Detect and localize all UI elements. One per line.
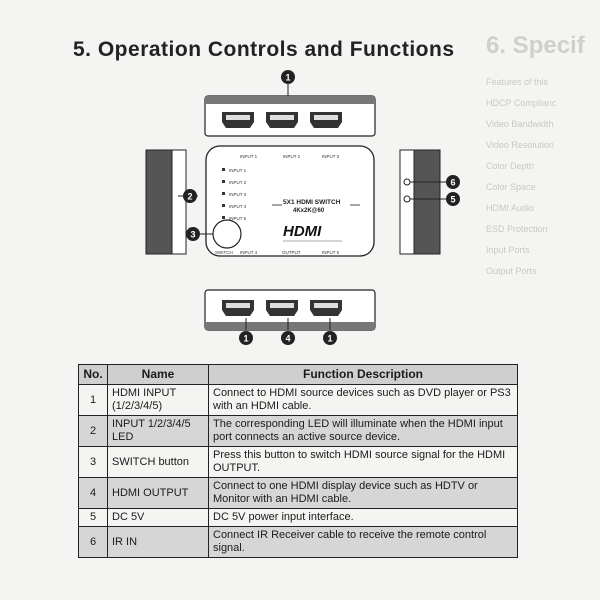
svg-text:5: 5 — [450, 194, 456, 205]
table-row — [79, 478, 518, 509]
svg-text:2: 2 — [187, 191, 193, 202]
callout-3-switch — [186, 227, 200, 241]
row-number: 4 — [79, 478, 108, 509]
callout-6-ir — [446, 175, 460, 189]
row-description: Connect to HDMI source devices such as DVD player or PS3 with an HDMI cable. — [209, 385, 518, 416]
bleed-through-line: Color Depth — [486, 161, 535, 171]
led-label: INPUT 4 — [229, 204, 247, 209]
bottom-hdmi-port — [310, 300, 342, 316]
svg-text:1: 1 — [327, 333, 333, 344]
top-view — [205, 84, 375, 136]
bleed-through-line: Features of this — [486, 77, 549, 87]
ir-port — [404, 179, 410, 185]
callout-4-output — [281, 331, 295, 345]
row-name: SWITCH button — [108, 447, 209, 478]
port-label-bottom: OUTPUT — [282, 250, 301, 255]
function-table — [78, 364, 518, 558]
row-number: 2 — [79, 416, 108, 447]
table-row — [79, 416, 518, 447]
table-row — [79, 509, 518, 527]
port-label-bottom: INPUT 4 — [240, 250, 258, 255]
bleed-through-line: HDMI Audio — [486, 203, 535, 213]
row-name: IR IN — [108, 527, 209, 558]
row-description: Connect to one HDMI display device such as HDTV or Monitor with an HDMI cable. — [209, 478, 518, 509]
header-description: Function Description — [209, 365, 518, 385]
bleed-through-line: Video Bandwidth — [486, 119, 554, 129]
led-indicator — [222, 204, 225, 207]
callout-2-leds — [183, 189, 197, 203]
bleed-through-line: Output Ports — [486, 266, 537, 276]
section-heading: 5. Operation Controls and Functions — [73, 38, 455, 61]
brand-resolution: 4Kx2K@60 — [293, 208, 325, 214]
led-label: INPUT 2 — [229, 180, 247, 185]
switch-button-drawing — [213, 220, 241, 248]
brand-title: 5X1 HDMI SWITCH — [283, 199, 341, 206]
port-label-top: INPUT 3 — [322, 154, 340, 159]
top-hdmi-port — [266, 112, 298, 128]
svg-text:4: 4 — [285, 333, 291, 344]
row-number: 6 — [79, 527, 108, 558]
dc-port — [404, 196, 410, 202]
bleed-through-title: 6. Specif — [486, 32, 585, 59]
table-row — [79, 385, 518, 416]
bottom-view — [205, 290, 375, 330]
bleed-through-line: Input Ports — [486, 245, 530, 255]
row-number: 3 — [79, 447, 108, 478]
bleed-through-line: ESD Protection — [486, 224, 548, 234]
front-view — [200, 146, 374, 256]
row-name: HDMI INPUT (1/2/3/4/5) — [108, 385, 209, 416]
row-description: Connect IR Receiver cable to receive the remote control signal. — [209, 527, 518, 558]
row-description: DC 5V power input interface. — [209, 509, 518, 527]
led-label: INPUT 3 — [229, 192, 247, 197]
port-label-top: INPUT 2 — [283, 154, 301, 159]
svg-text:6: 6 — [450, 177, 456, 188]
svg-text:1: 1 — [243, 333, 249, 344]
led-indicator — [222, 168, 225, 171]
row-name: DC 5V — [108, 509, 209, 527]
callout-1-bottom-left — [239, 331, 253, 345]
callout-5-dc — [446, 192, 460, 206]
row-description: The corresponding LED will illuminate when the HDMI input port connects an active source device. — [209, 416, 518, 447]
hdmi-logo: HDMI — [283, 223, 322, 240]
header-no: No. — [79, 365, 108, 385]
svg-text:3: 3 — [190, 229, 196, 240]
row-description: Press this button to switch HDMI source signal for the HDMI OUTPUT. — [209, 447, 518, 478]
switch-label: SWITCH — [215, 250, 233, 255]
right-side-view — [400, 150, 446, 254]
port-label-bottom: INPUT 5 — [322, 250, 340, 255]
table-row — [79, 447, 518, 478]
callout-1-bottom-right — [323, 331, 337, 345]
bleed-through-line: Color Space — [486, 182, 536, 192]
row-number: 5 — [79, 509, 108, 527]
led-indicator — [222, 192, 225, 195]
table-row — [79, 527, 518, 558]
top-hdmi-port — [310, 112, 342, 128]
bleed-through-line: Video Resolution — [486, 140, 554, 150]
top-hdmi-port — [222, 112, 254, 128]
table-header-row — [79, 365, 518, 385]
row-name: HDMI OUTPUT — [108, 478, 209, 509]
led-label: INPUT 5 — [229, 216, 247, 221]
callout-1-top — [281, 70, 295, 84]
row-number: 1 — [79, 385, 108, 416]
port-label-top: INPUT 1 — [240, 154, 258, 159]
led-indicator — [222, 180, 225, 183]
bottom-hdmi-port — [222, 300, 254, 316]
bottom-hdmi-port — [266, 300, 298, 316]
bleed-through-line: HDCP Complianc — [486, 98, 557, 108]
header-name: Name — [108, 365, 209, 385]
svg-text:1: 1 — [285, 72, 291, 83]
led-indicator — [222, 216, 225, 219]
led-label: INPUT 1 — [229, 168, 247, 173]
row-name: INPUT 1/2/3/4/5 LED — [108, 416, 209, 447]
